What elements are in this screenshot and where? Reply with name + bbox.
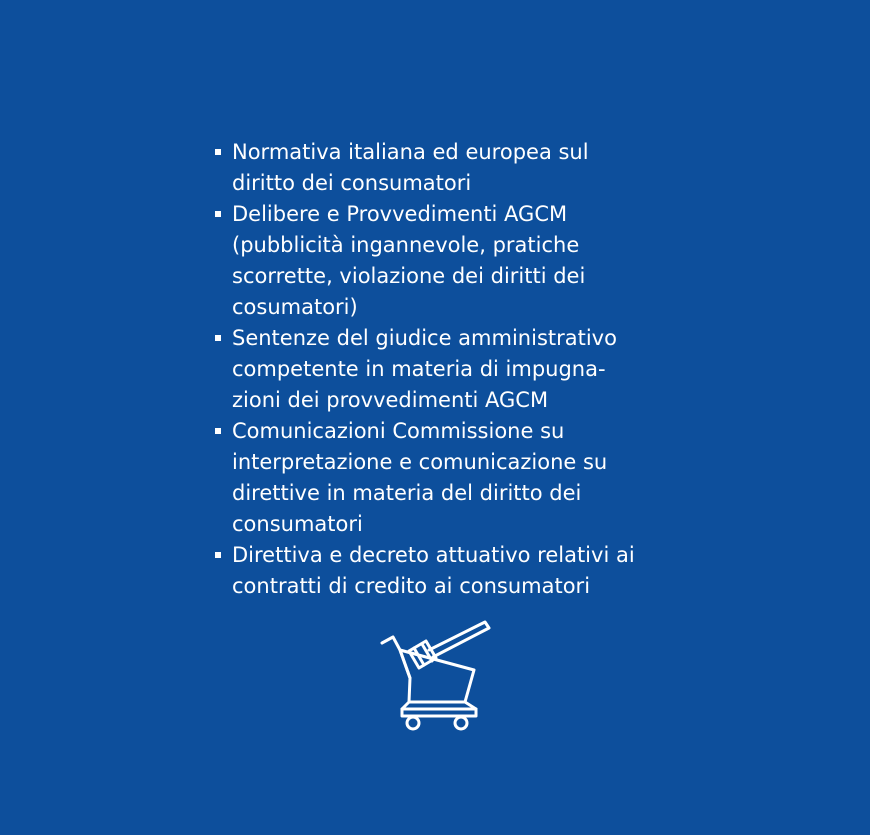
square-bullet-icon (215, 149, 221, 155)
list-item-line: cosumatori) (232, 295, 358, 319)
list-item (210, 540, 680, 602)
list-item-line: consumatori (232, 512, 363, 536)
list-item-line: direttive in materia del diritto dei (232, 481, 582, 505)
list-item-line: Normativa italiana ed europea sul (232, 140, 589, 164)
list-item-line: interpretazione e comunicazione su (232, 450, 608, 474)
square-bullet-icon (215, 552, 221, 558)
square-bullet-icon (215, 211, 221, 217)
list-item-line: scorrette, violazione dei diritti dei (232, 264, 586, 288)
list-item-line: competente in materia di impugna- (232, 357, 606, 381)
list-item-line: Direttiva e decreto attuativo relativi ai (232, 543, 635, 567)
list-item (210, 416, 680, 540)
topic-list (210, 137, 680, 602)
list-item-line: zioni dei provvedimenti AGCM (232, 388, 549, 412)
list-item (210, 323, 680, 416)
list-item-line: Comunicazioni Commissione su (232, 419, 565, 443)
list-item-line: (pubblicità ingannevole, pratiche (232, 233, 580, 257)
list-item (210, 137, 680, 199)
square-bullet-icon (215, 335, 221, 341)
list-item (210, 199, 680, 323)
square-bullet-icon (215, 428, 221, 434)
list-item-line: diritto dei consumatori (232, 171, 472, 195)
list-item-line: Delibere e Provvedimenti AGCM (232, 202, 568, 226)
cart-with-gavel-icon (378, 620, 492, 734)
list-item-line: contratti di credito ai consumatori (232, 574, 591, 598)
list-item-line: Sentenze del giudice amministrativo (232, 326, 617, 350)
